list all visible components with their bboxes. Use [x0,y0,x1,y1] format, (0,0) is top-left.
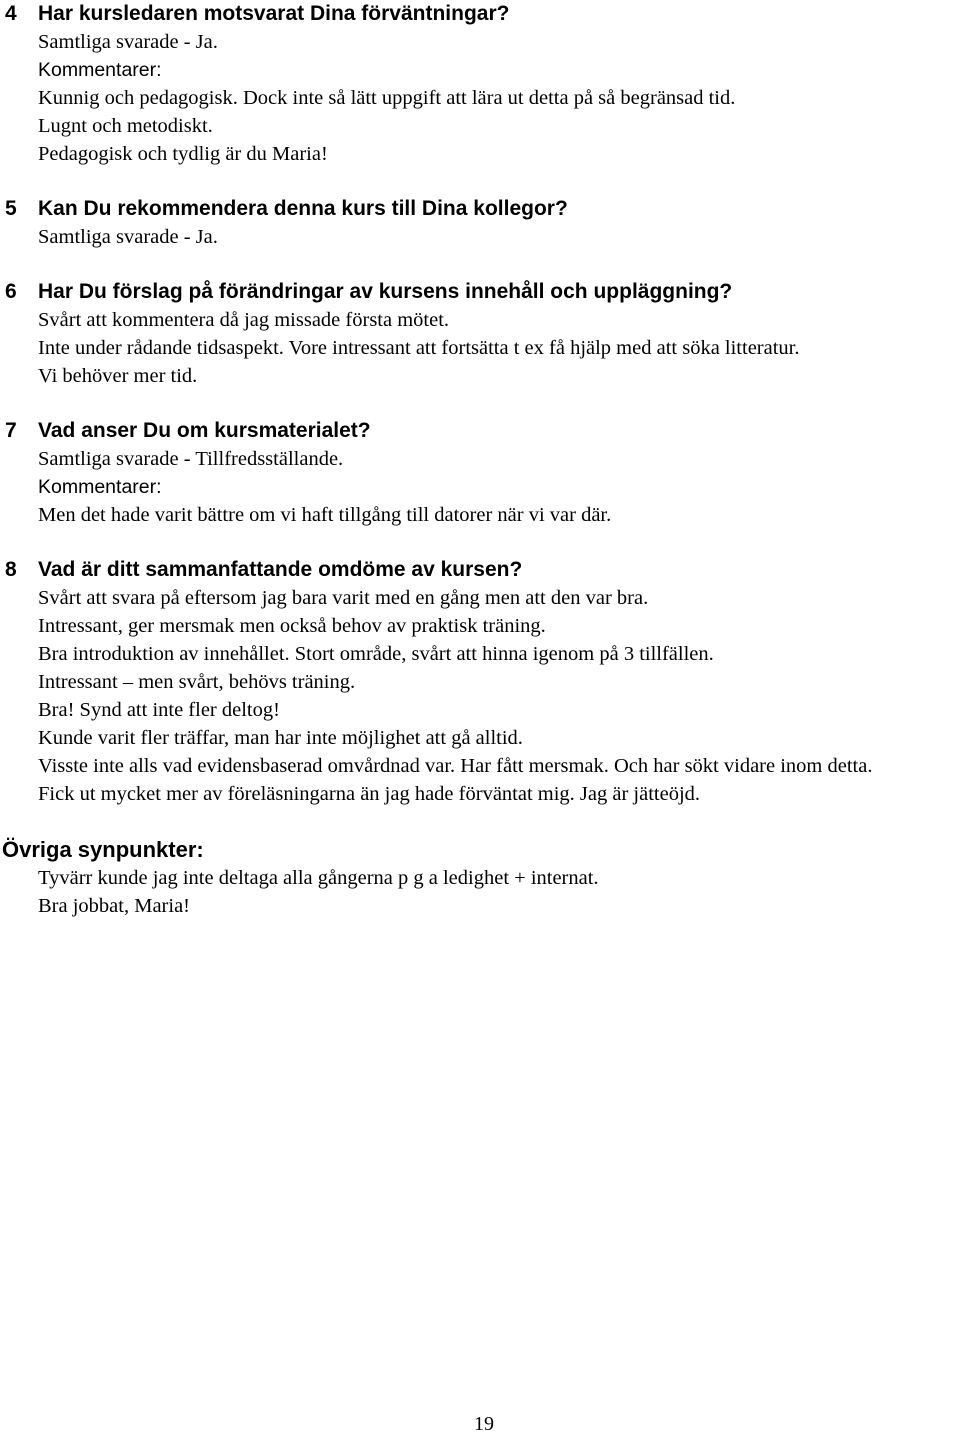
response-line: Intressant – men svårt, behövs träning. [38,671,356,693]
question-8 [0,529,960,808]
question-title: Kan Du rekommendera denna kurs till Dina kollegor? [38,197,568,220]
comment-line: Men det hade varit bättre om vi haft tillgång till datorer när vi var där. [38,504,612,526]
comments-label: Kommentarer: [38,59,162,81]
other-comments-heading: Övriga synpunkter: [2,837,204,862]
response-line: Vi behöver mer tid. [38,365,198,387]
question-heading [0,0,960,28]
response-line: Kunde varit fler träffar, man har inte möjlighet att gå alltid. [38,727,523,749]
question-4 [0,0,960,168]
answer-text: Samtliga svarade - Ja. [38,31,218,53]
question-heading [0,278,960,306]
question-6 [0,251,960,390]
comment-line: Lugnt och metodiskt. [38,115,213,137]
question-number: 4 [5,2,17,25]
response-line: Fick ut mycket mer av föreläsningarna än jag hade förväntat mig. Jag är jätteöjd. [38,783,701,805]
question-number: 6 [5,280,17,303]
question-title: Vad är ditt sammanfattande omdöme av kursen? [38,558,523,581]
response-line: Bra! Synd att inte fler deltog! [38,699,280,721]
response-line: Svårt att svara på eftersom jag bara varit med en gång men att den var bra. [38,587,649,609]
question-number: 8 [5,558,17,581]
other-comment-line: Tyvärr kunde jag inte deltaga alla gångerna p g a ledighet + internat. [38,867,599,889]
response-line: Bra introduktion av innehållet. Stort område, svårt att hinna igenom på 3 tillfällen. [38,643,714,665]
comment-line: Pedagogisk och tydlig är du Maria! [38,143,328,165]
question-heading [0,195,960,223]
other-comment-line: Bra jobbat, Maria! [38,895,190,917]
page-number: 19 [474,1413,494,1435]
response-line: Inte under rådande tidsaspekt. Vore intressant att fortsätta t ex få hjälp med att söka litteratur. [38,337,800,359]
question-heading [0,556,960,584]
question-number: 7 [5,419,17,442]
answer-text: Samtliga svarade - Tillfredsställande. [38,448,344,470]
comment-line: Kunnig och pedagogisk. Dock inte så lätt uppgift att lära ut detta på så begränsad tid. [38,87,736,109]
response-line: Svårt att kommentera då jag missade första mötet. [38,309,450,331]
question-5 [0,168,960,251]
other-comments [0,808,960,920]
question-7 [0,390,960,529]
question-number: 5 [5,197,17,220]
comments-label: Kommentarer: [38,476,162,498]
question-title: Vad anser Du om kursmaterialet? [38,419,371,442]
question-title: Har kursledaren motsvarat Dina förväntningar? [38,2,510,25]
response-line: Intressant, ger mersmak men också behov av praktisk träning. [38,615,546,637]
response-line: Visste inte alls vad evidensbaserad omvårdnad var. Har fått mersmak. Och har sökt vidare inom detta. [38,755,873,777]
answer-text: Samtliga svarade - Ja. [38,226,218,248]
question-heading [0,417,960,445]
question-title: Har Du förslag på förändringar av kursens innehåll och uppläggning? [38,280,733,303]
